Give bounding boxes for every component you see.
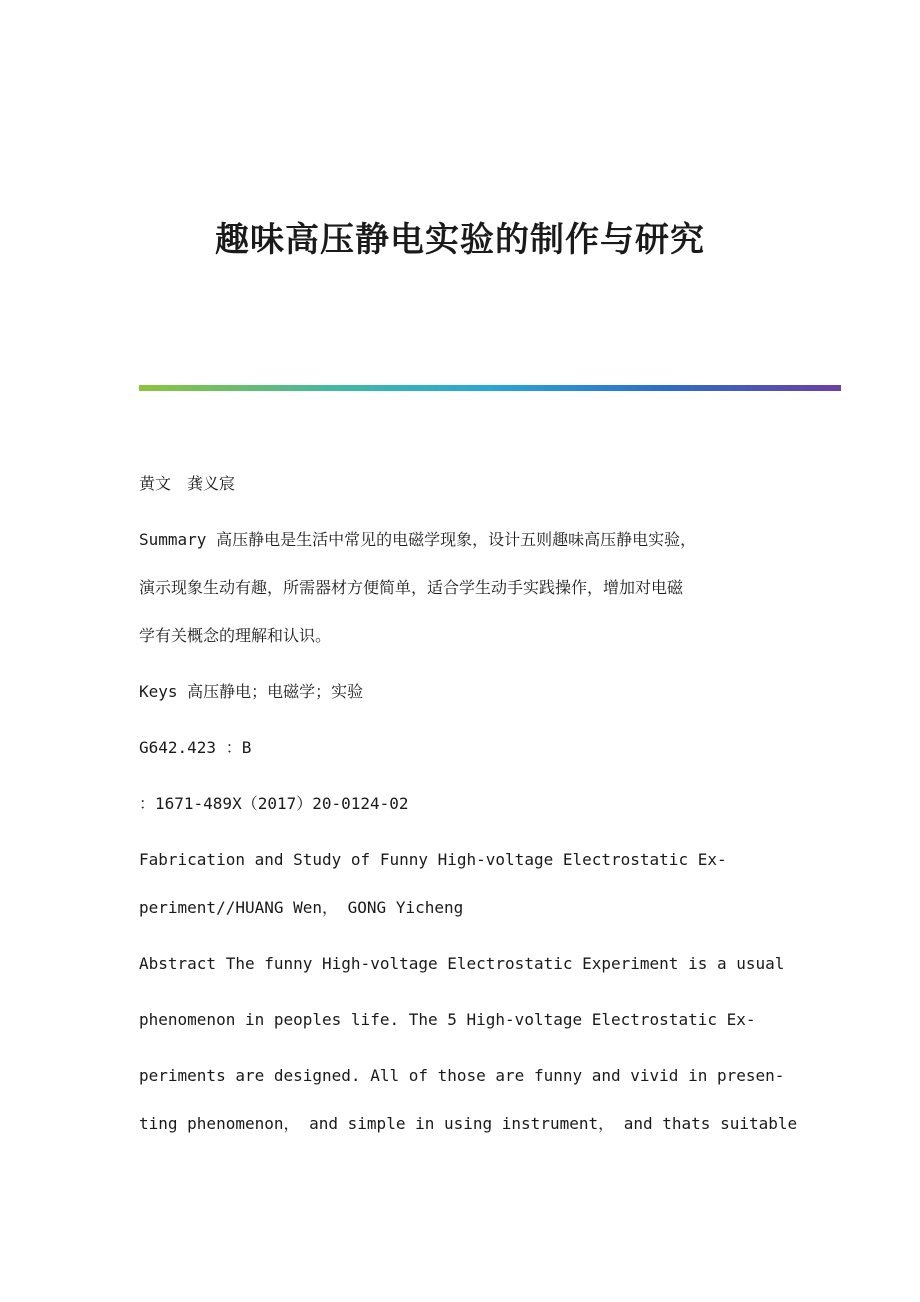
abstract-line: periments are designed. All of those are funny and vivid in presen-	[139, 1066, 785, 1085]
summary-line: Summary 高压静电是生活中常见的电磁学现象，设计五则趣味高压静电实验，	[139, 530, 697, 549]
keywords: Keys 高压静电；电磁学；实验	[139, 682, 364, 701]
decorative-gradient-rule	[139, 385, 841, 391]
summary-line: 演示现象生动有趣，所需器材方便简单，适合学生动手实践操作，增加对电磁	[139, 578, 684, 597]
classification-number: G642.423 ：B	[139, 738, 252, 757]
english-title-line: Fabrication and Study of Funny High-voltage Electrostatic Ex-	[139, 850, 727, 869]
page-title: 趣味高压静电实验的制作与研究	[215, 220, 705, 260]
summary-line: 学有关概念的理解和认识。	[139, 626, 332, 645]
abstract-line: Abstract The funny High-voltage Electrostatic Experiment is a usual	[139, 954, 785, 973]
english-title-line: periment//HUANG Wen， GONG Yicheng	[139, 898, 464, 917]
authors: 黄文 龚义宸	[139, 474, 236, 493]
article-id: ：1671-489X（2017）20-0124-02	[139, 794, 409, 813]
abstract-line: phenomenon in peoples life. The 5 High-voltage Electrostatic Ex-	[139, 1010, 756, 1029]
abstract-line: ting phenomenon， and simple in using instrument， and thats suitable	[139, 1114, 798, 1133]
